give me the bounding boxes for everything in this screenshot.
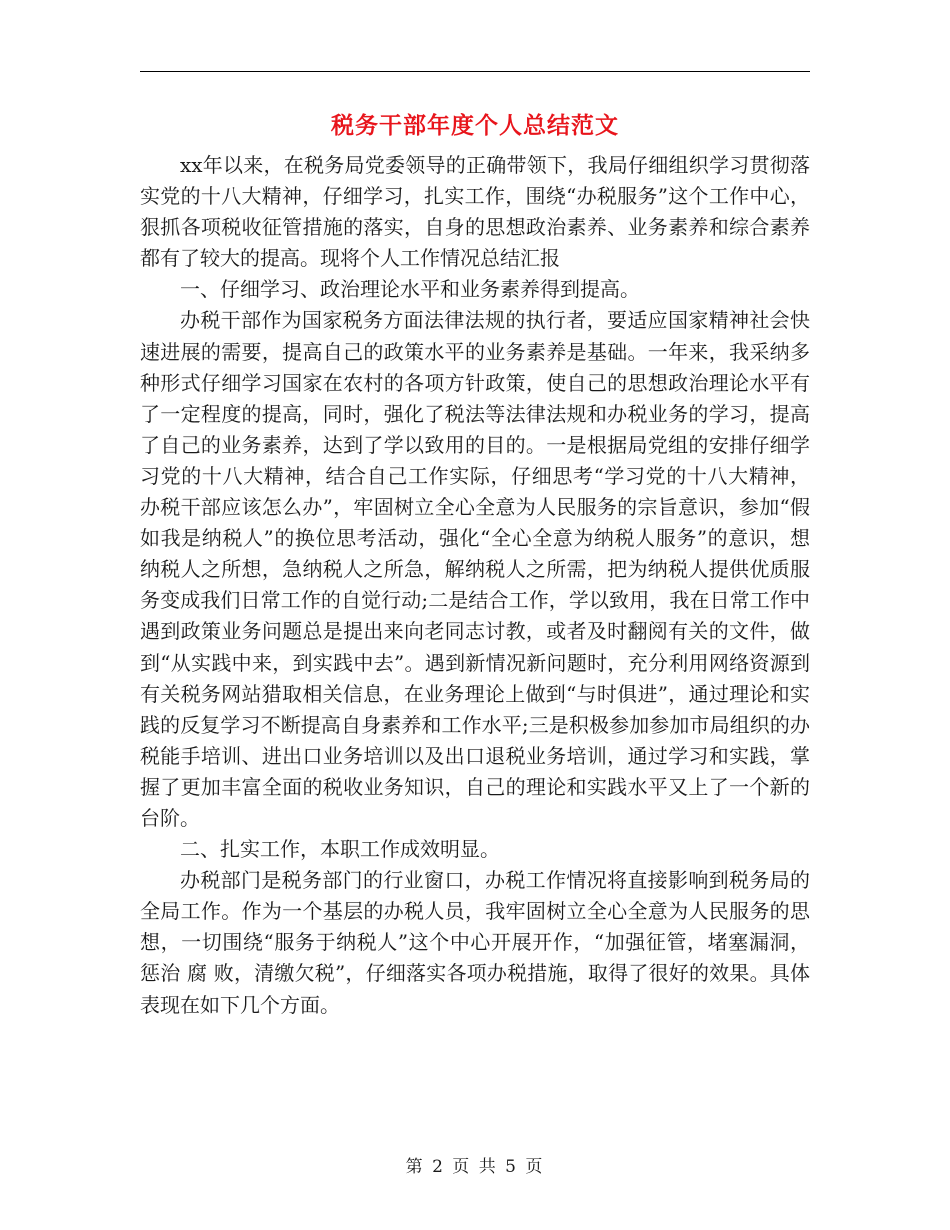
paragraph-section-2: 办税部门是税务部门的行业窗口，办税工作情况将直接影响到税务局的全局工作。作为一个基层的办税人员，我牢固树立全心全意为人民服务的思想，一切围绕“服务于纳税人”这个中心开展开作，“加强征管，堵塞漏洞，惩治 腐 败，清缴欠税”，仔细落实各项办税措施，取得了很好的效果。具体表现在如下几个方面。 xyxy=(140,868,810,1017)
paragraph-intro: xx年以来，在税务局党委领导的正确带领下，我局仔细组织学习贯彻落实党的十八大精神，仔细学习，扎实工作，围绕“办税服务”这个工作中心，狠抓各项税收征管措施的落实，自身的思想政治素养、业务素养和综合素养都有了较大的提高。现将个人工作情况总结汇报 xyxy=(140,153,810,271)
section-heading-2: 二、扎实工作，本职工作成效明显。 xyxy=(180,837,500,862)
document-body xyxy=(140,150,810,1021)
page-number-footer: 第 2 页 共 5 页 xyxy=(405,1157,545,1177)
section-heading-1: 一、仔细学习、政治理论水平和业务素养得到提高。 xyxy=(180,277,640,302)
document-title: 税务干部年度个人总结范文 xyxy=(331,112,619,139)
header-rule xyxy=(140,71,810,72)
paragraph-section-1: 办税干部作为国家税务方面法律法规的执行者，要适应国家精神社会快速进展的需要，提高自己的政策水平的业务素养是基础。一年来，我采纳多种形式仔细学习国家在农村的各项方针政策，使自己的思想政治理论水平有了一定程度的提高，同时，强化了税法等法律法规和办税业务的学习，提高了自己的业务素养，达到了学以致用的目的。一是根据局党组的安排仔细学习党的十八大精神，结合自己工作实际，仔细思考“学习党的十八大精神，办税干部应该怎么办”，牢固树立全心全意为人民服务的宗旨意识，参加“假如我是纳税人”的换位思考活动，强化“全心全意为纳税人服务”的意识，想纳税人之所想，急纳税人之所急，解纳税人之所需，把为纳税人提供优质服务变成我们日常工作的自觉行动;二是结合工作，学以致用，我在日常工作中遇到政策业务问题总是提出来向老同志讨教，或者及时翻阅有关的文件，做到“从实践中来，到实践中去”。遇到新情况新问题时，充分利用网络资源到有关税务网站猎取相关信息，在业务理论上做到“与时俱进”，通过理论和实践的反复学习不断提高自身素养和工作水平;三是积极参加参加市局组织的办税能手培训、进出口业务培训以及出口退税业务培训，通过学习和实践，掌握了更加丰富全面的税收业务知识，自己的理论和实践水平又上了一个新的台阶。 xyxy=(140,308,810,830)
